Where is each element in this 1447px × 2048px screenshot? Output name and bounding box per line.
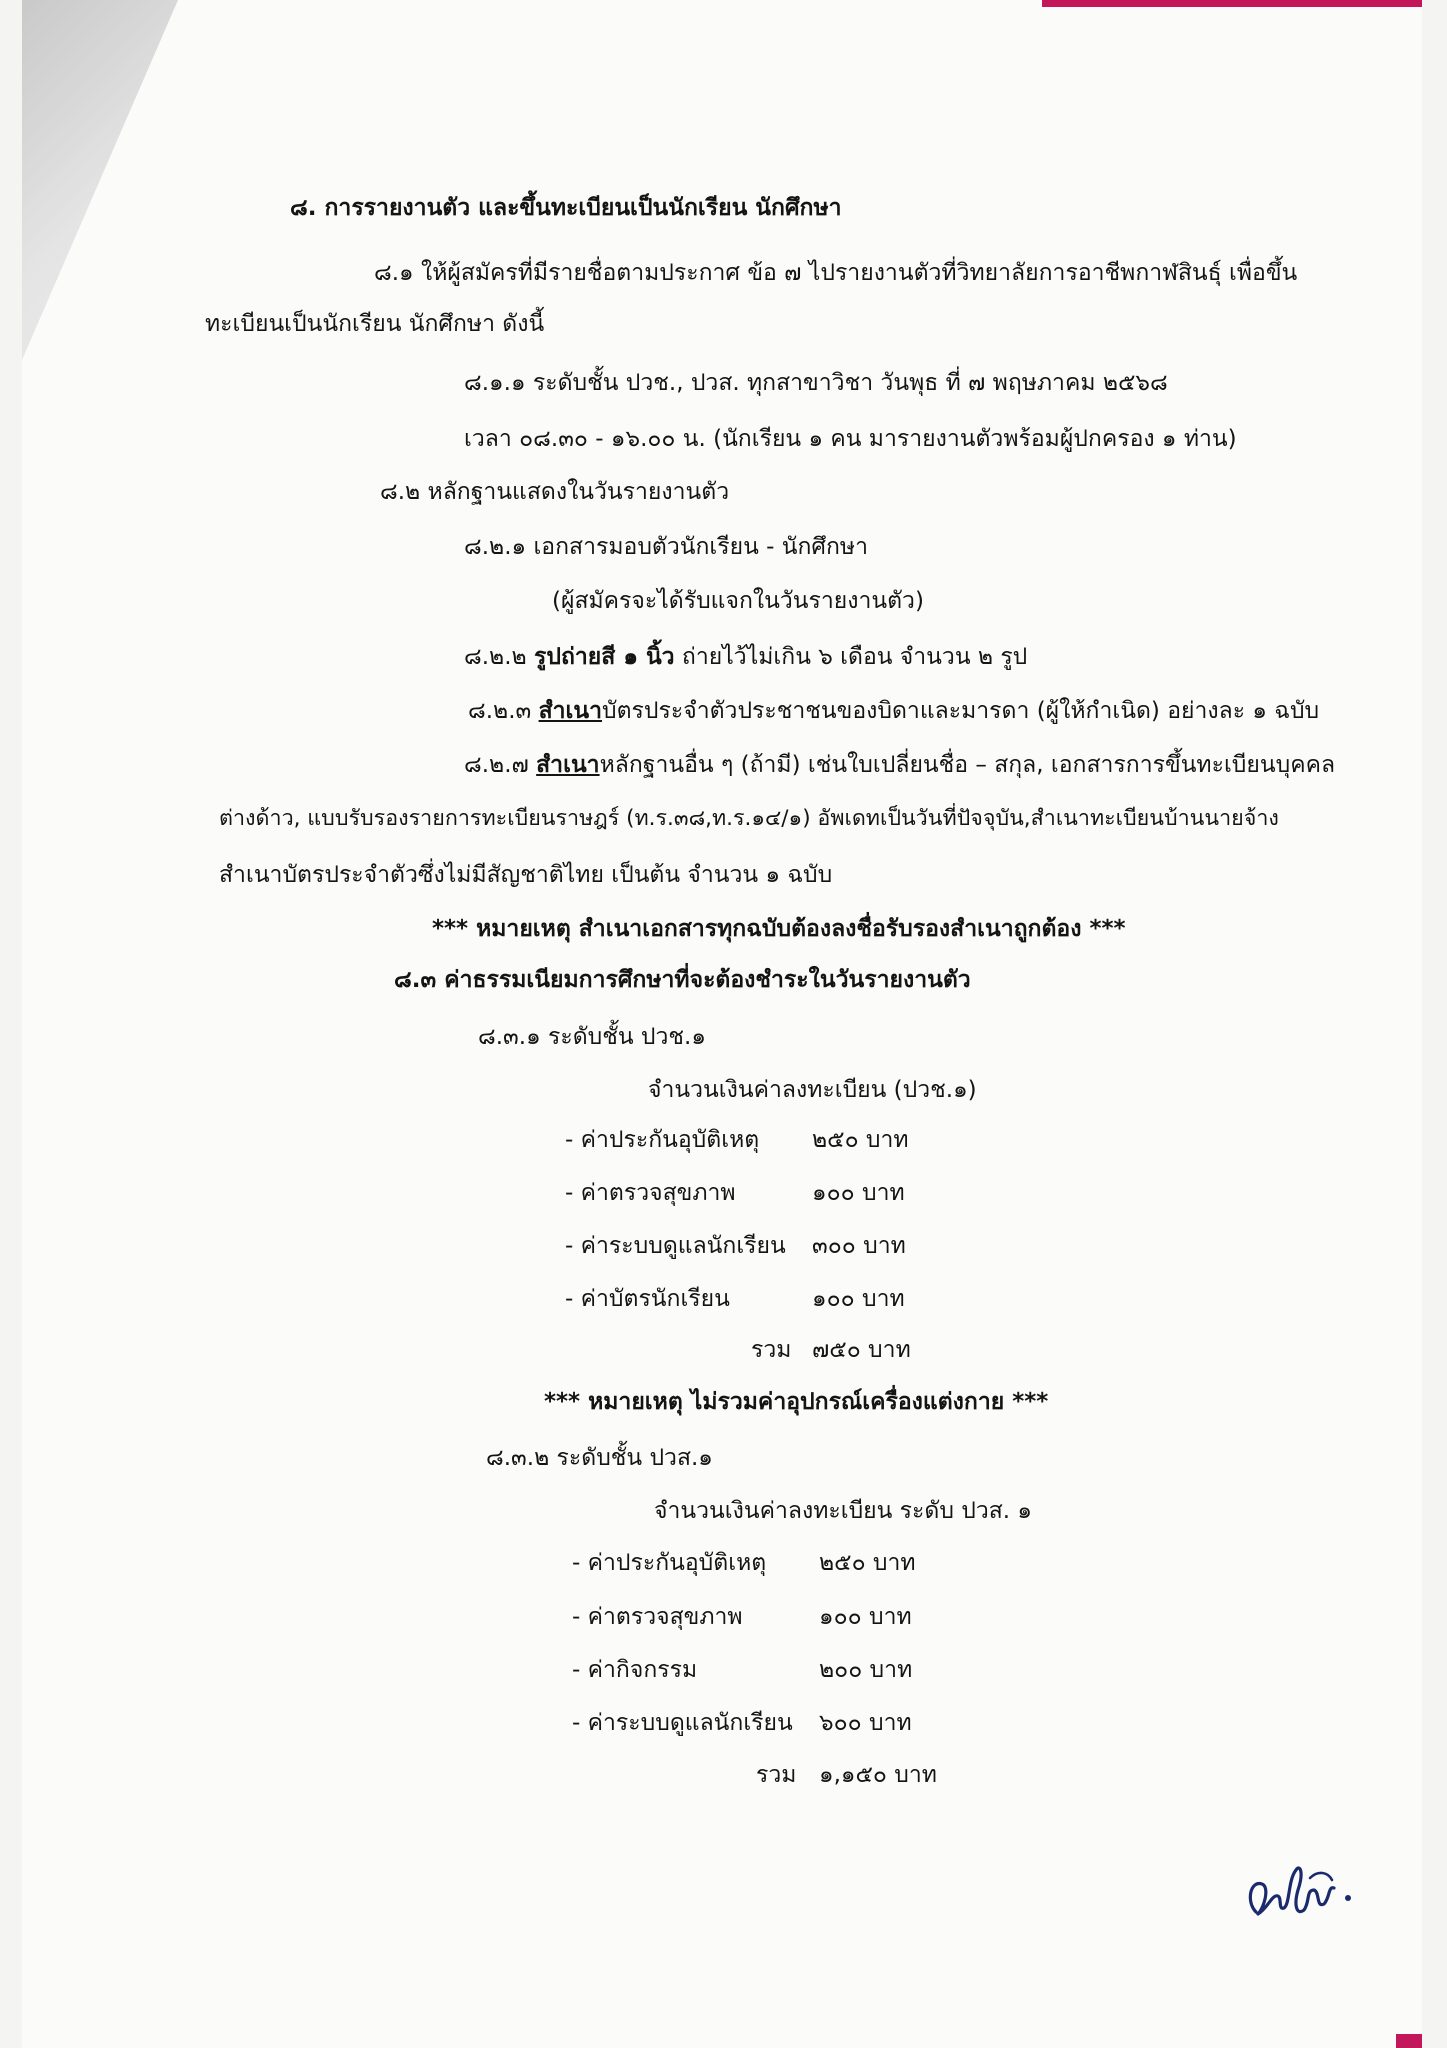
- item-8-3-1: ๘.๓.๑ ระดับชั้น ปวช.๑: [478, 1024, 706, 1050]
- photo-requirement: รูปถ่ายสี ๑ นิ้ว: [534, 644, 675, 670]
- paper-edge-top: [1042, 0, 1422, 7]
- page-fold-corner: [22, 0, 282, 360]
- item-8-2-7-line2: ต่างด้าว, แบบรับรองรายการทะเบียนราษฎร์ (ท.ร.๓๘,ท.ร.๑๔/๑) อัพเดทเป็นวันที่ปัจจุบัน,สำเนาทะเบียนบ้านนายจ้าง: [219, 806, 1279, 831]
- fee-amount: ๒๕๐ บาท: [812, 1127, 909, 1153]
- item-8-2-1: ๘.๒.๑ เอกสารมอบตัวนักเรียน - นักศึกษา: [464, 534, 869, 560]
- copy-label: สำเนา: [536, 752, 600, 778]
- item-number: ๘.๒.๒: [464, 644, 527, 670]
- fee-amount: ๖๐๐ บาท: [819, 1710, 912, 1736]
- photo-detail: ถ่ายไว้ไม่เกิน ๖ เดือน จำนวน ๒ รูป: [681, 644, 1028, 670]
- id-card-detail: บัตรประจำตัวประชาชนของบิดาและมารดา (ผู้ให้กำเนิด) อย่างละ ๑ ฉบับ: [602, 698, 1320, 724]
- paper-edge-bottom: [1396, 2034, 1422, 2048]
- fee-label: - ค่าประกันอุบัติเหตุ: [565, 1127, 760, 1153]
- fee-amount: ๑๐๐ บาท: [812, 1180, 905, 1206]
- fee-label: - ค่าตรวจสุขภาพ: [565, 1180, 736, 1206]
- paragraph-8-1-line1: ๘.๑ ให้ผู้สมัครที่มีรายชื่อตามประกาศ ข้อ ๗ ไปรายงานตัวที่วิทยาลัยการอาชีพกาฬสินธุ์ เพื่อขึ้น: [374, 260, 1298, 286]
- note-uniform: *** หมายเหตุ ไม่รวมค่าอุปกรณ์เครื่องแต่งกาย ***: [544, 1389, 1049, 1415]
- fee-total-label: รวม: [756, 1762, 797, 1788]
- fee-label: - ค่ากิจกรรม: [572, 1657, 698, 1683]
- other-docs-detail: หลักฐานอื่น ๆ (ถ้ามี) เช่นใบเปลี่ยนชื่อ – สกุล, เอกสารการขึ้นทะเบียนบุคคล: [599, 752, 1336, 778]
- fee-amount: ๑๐๐ บาท: [819, 1604, 912, 1630]
- item-8-1-1-time: เวลา ๐๘.๓๐ - ๑๖.๐๐ น. (นักเรียน ๑ คน มารายงานตัวพร้อมผู้ปกครอง ๑ ท่าน): [464, 426, 1237, 452]
- fee-label: - ค่าระบบดูแลนักเรียน: [572, 1710, 793, 1736]
- item-8-2-7: [464, 750, 1335, 780]
- fee-amount: ๑๐๐ บาท: [812, 1286, 905, 1312]
- item-8-2-1-note: (ผู้สมัครจะได้รับแจกในวันรายงานตัว): [552, 588, 924, 614]
- fee-amount: ๒๐๐ บาท: [819, 1657, 913, 1683]
- document-page: [22, 0, 1422, 2048]
- fee-label: - ค่าตรวจสุขภาพ: [572, 1604, 743, 1630]
- item-8-2-2: [464, 642, 1027, 672]
- copy-label: สำเนา: [538, 698, 603, 724]
- fee-amount: ๓๐๐ บาท: [812, 1233, 906, 1259]
- note-copies: *** หมายเหตุ สำเนาเอกสารทุกฉบับต้องลงชื่อรับรองสำเนาถูกต้อง ***: [432, 916, 1126, 942]
- item-8-2-7-line3: สำเนาบัตรประจำตัวซึ่งไม่มีสัญชาติไทย เป็นต้น จำนวน ๑ ฉบับ: [219, 862, 833, 888]
- handwritten-signature-icon: [1238, 1850, 1358, 1940]
- paragraph-8-1-line2: ทะเบียนเป็นนักเรียน นักศึกษา ดังนี้: [205, 311, 545, 337]
- fee-label: - ค่าระบบดูแลนักเรียน: [565, 1233, 786, 1259]
- fees-pvc-title: จำนวนเงินค่าลงทะเบียน (ปวช.๑): [648, 1077, 977, 1103]
- fee-total-amount: ๑,๑๕๐ บาท: [819, 1762, 937, 1788]
- fee-total-amount: ๗๕๐ บาท: [812, 1337, 911, 1363]
- fee-total-label: รวม: [751, 1337, 792, 1363]
- item-8-3-2: ๘.๓.๒ ระดับชั้น ปวส.๑: [486, 1445, 713, 1471]
- section-heading: ๘. การรายงานตัว และขึ้นทะเบียนเป็นนักเรียน นักศึกษา: [290, 195, 842, 221]
- subheading-8-2: ๘.๒ หลักฐานแสดงในวันรายงานตัว: [380, 479, 730, 505]
- item-8-2-3: [468, 696, 1319, 726]
- item-number: ๘.๒.๓: [468, 698, 532, 724]
- item-number: ๘.๒.๗: [464, 752, 529, 778]
- fee-amount: ๒๕๐ บาท: [819, 1550, 916, 1576]
- fee-label: - ค่าประกันอุบัติเหตุ: [572, 1550, 767, 1576]
- fee-label: - ค่าบัตรนักเรียน: [565, 1286, 730, 1312]
- subheading-8-3: ๘.๓ ค่าธรรมเนียมการศึกษาที่จะต้องชำระในวันรายงานตัว: [394, 967, 971, 993]
- fees-pvs-title: จำนวนเงินค่าลงทะเบียน ระดับ ปวส. ๑: [654, 1498, 1033, 1524]
- item-8-1-1: ๘.๑.๑ ระดับชั้น ปวช., ปวส. ทุกสาขาวิชา วันพุธ ที่ ๗ พฤษภาคม ๒๕๖๘: [464, 370, 1168, 396]
